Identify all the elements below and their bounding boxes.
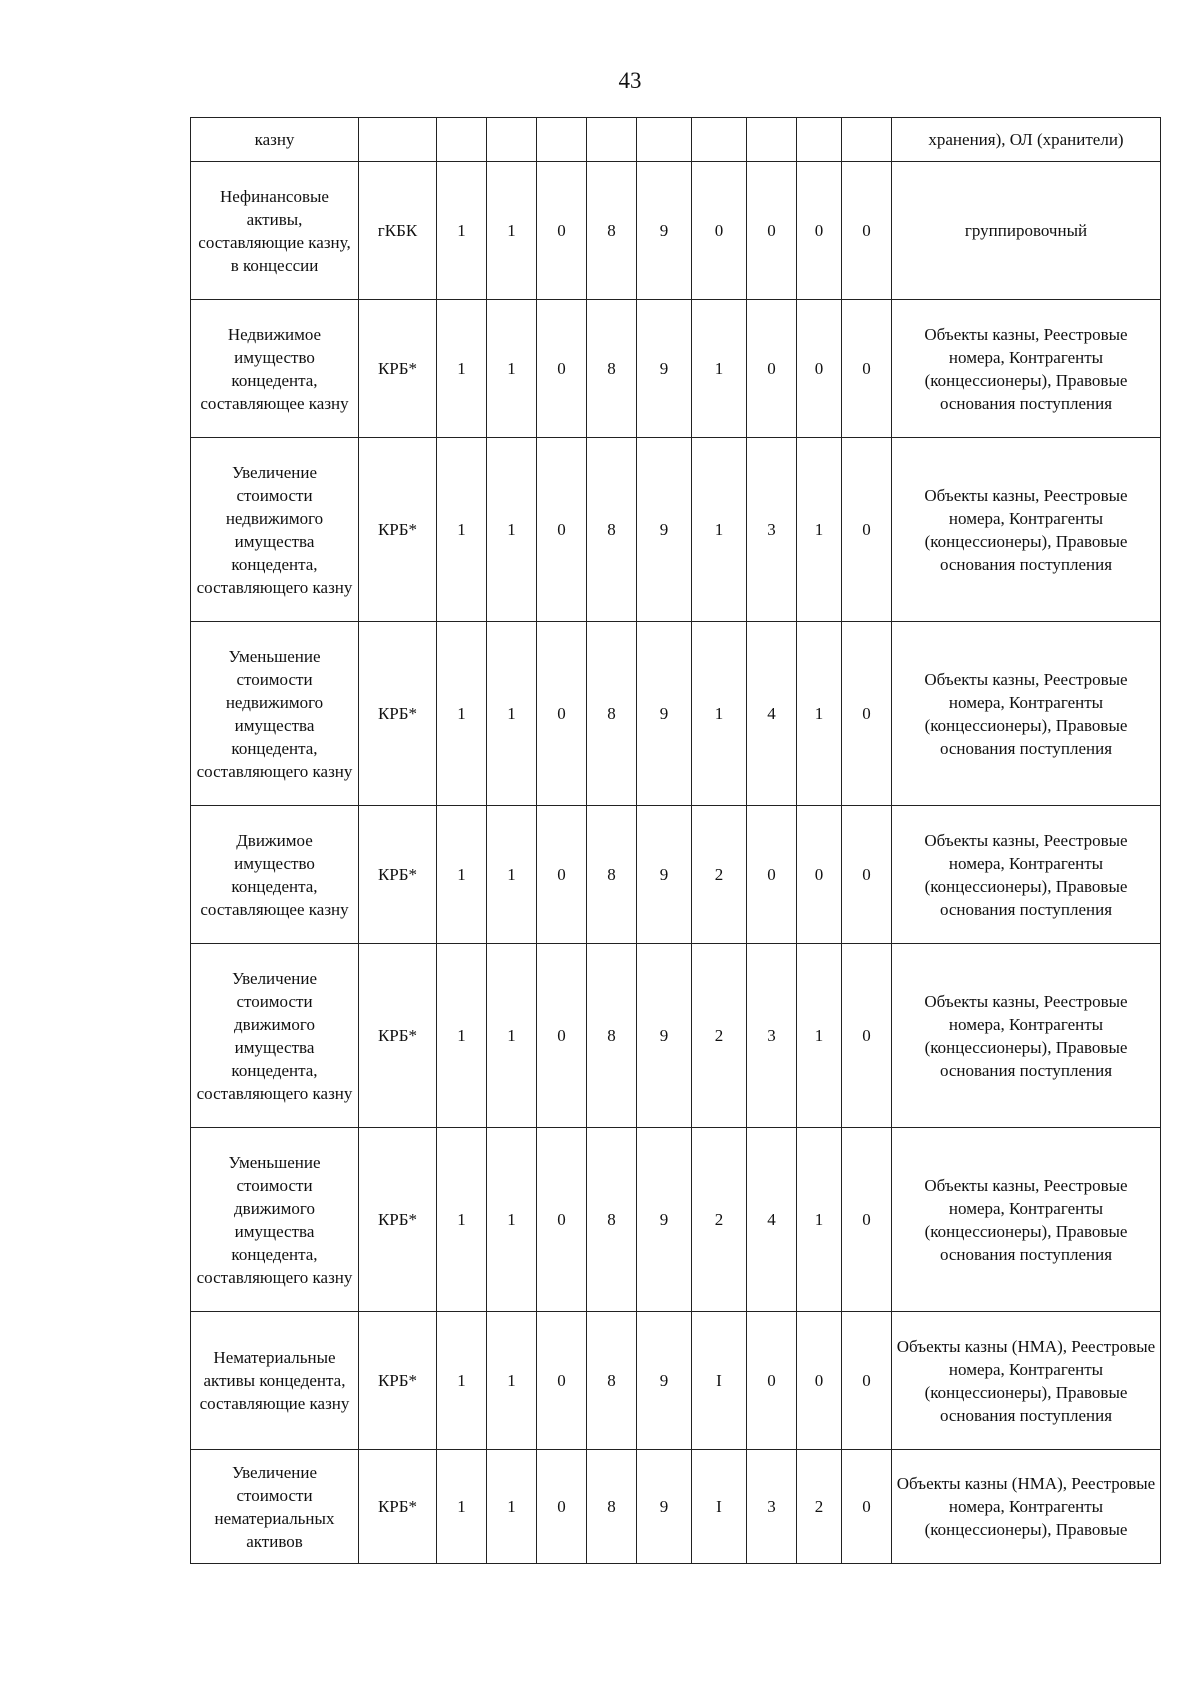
table-row: [191, 162, 1161, 300]
account-name-cell: Увеличение стоимости движимого имущества концедента, составляющего казну: [191, 944, 359, 1128]
account-digit-cell: 1: [487, 806, 537, 944]
account-digit-cell: 8: [587, 1450, 637, 1564]
account-digit-cell: 0: [842, 1450, 892, 1564]
header-analytics-cell: хранения), ОЛ (хранители): [892, 118, 1161, 162]
account-digit-cell: 0: [842, 806, 892, 944]
account-digit-cell: 2: [692, 806, 747, 944]
account-type-cell: КРБ*: [359, 1450, 437, 1564]
account-digit-cell: I: [692, 1450, 747, 1564]
table-row: [191, 1128, 1161, 1312]
account-name-cell: Нематериальные активы концедента, составляющие казну: [191, 1312, 359, 1450]
account-digit-cell: 0: [537, 1450, 587, 1564]
account-digit-cell: 9: [637, 162, 692, 300]
account-digit-cell: 1: [692, 622, 747, 806]
account-digit-cell: 1: [487, 438, 537, 622]
table-header-row: [191, 118, 1161, 162]
account-digit-cell: 0: [537, 622, 587, 806]
account-type-cell: гКБК: [359, 162, 437, 300]
account-digit-cell: 1: [437, 162, 487, 300]
header-empty-cell: [797, 118, 842, 162]
account-digit-cell: 1: [487, 162, 537, 300]
account-digit-cell: 0: [537, 438, 587, 622]
account-digit-cell: 1: [437, 1128, 487, 1312]
header-empty-cell: [747, 118, 797, 162]
header-name-cell: казну: [191, 118, 359, 162]
account-digit-cell: 2: [692, 1128, 747, 1312]
account-digit-cell: 1: [437, 944, 487, 1128]
account-digit-cell: I: [692, 1312, 747, 1450]
account-digit-cell: 4: [747, 622, 797, 806]
account-digit-cell: 9: [637, 622, 692, 806]
header-empty-cell: [842, 118, 892, 162]
account-digit-cell: 0: [537, 162, 587, 300]
account-digit-cell: 1: [437, 300, 487, 438]
account-digit-cell: 1: [692, 300, 747, 438]
account-digit-cell: 3: [747, 438, 797, 622]
account-digit-cell: 1: [692, 438, 747, 622]
account-type-cell: КРБ*: [359, 1128, 437, 1312]
analytics-cell: Объекты казны, Реестровые номера, Контрагенты (концессионеры), Правовые основания поступления: [892, 944, 1161, 1128]
table-row: [191, 1450, 1161, 1564]
account-digit-cell: 8: [587, 300, 637, 438]
account-digit-cell: 0: [747, 300, 797, 438]
account-digit-cell: 8: [587, 806, 637, 944]
analytics-cell: Объекты казны, Реестровые номера, Контрагенты (концессионеры), Правовые основания поступления: [892, 300, 1161, 438]
account-digit-cell: 0: [537, 300, 587, 438]
account-digit-cell: 9: [637, 438, 692, 622]
analytics-cell: Объекты казны (НМА), Реестровые номера, Контрагенты (концессионеры), Правовые: [892, 1450, 1161, 1564]
account-digit-cell: 0: [747, 162, 797, 300]
account-digit-cell: 0: [692, 162, 747, 300]
account-name-cell: Движимое имущество концедента, составляющее казну: [191, 806, 359, 944]
analytics-cell: Объекты казны, Реестровые номера, Контрагенты (концессионеры), Правовые основания поступления: [892, 1128, 1161, 1312]
analytics-cell: Объекты казны, Реестровые номера, Контрагенты (концессионеры), Правовые основания поступления: [892, 806, 1161, 944]
header-empty-cell: [537, 118, 587, 162]
account-digit-cell: 1: [437, 438, 487, 622]
account-digit-cell: 9: [637, 806, 692, 944]
account-digit-cell: 0: [797, 1312, 842, 1450]
table-row: [191, 438, 1161, 622]
account-digit-cell: 1: [437, 1450, 487, 1564]
account-digit-cell: 3: [747, 1450, 797, 1564]
account-digit-cell: 8: [587, 622, 637, 806]
account-digit-cell: 1: [797, 944, 842, 1128]
page-number: 43: [618, 68, 642, 93]
account-digit-cell: 0: [537, 1312, 587, 1450]
account-name-cell: Недвижимое имущество концедента, составляющее казну: [191, 300, 359, 438]
header-empty-cell: [487, 118, 537, 162]
table-row: [191, 806, 1161, 944]
account-digit-cell: 0: [797, 806, 842, 944]
header-empty-cell: [587, 118, 637, 162]
account-digit-cell: 0: [842, 944, 892, 1128]
account-digit-cell: 8: [587, 1128, 637, 1312]
table-row: [191, 944, 1161, 1128]
analytics-cell: Объекты казны, Реестровые номера, Контрагенты (концессионеры), Правовые основания поступления: [892, 438, 1161, 622]
account-digit-cell: 3: [747, 944, 797, 1128]
account-digit-cell: 1: [487, 300, 537, 438]
account-digit-cell: 2: [797, 1450, 842, 1564]
account-type-cell: КРБ*: [359, 806, 437, 944]
account-digit-cell: 0: [797, 162, 842, 300]
table-row: [191, 300, 1161, 438]
account-digit-cell: 1: [797, 438, 842, 622]
account-name-cell: Уменьшение стоимости недвижимого имущества концедента, составляющего казну: [191, 622, 359, 806]
account-digit-cell: 0: [537, 1128, 587, 1312]
account-digit-cell: 0: [747, 1312, 797, 1450]
account-type-cell: КРБ*: [359, 300, 437, 438]
header-empty-cell: [437, 118, 487, 162]
analytics-cell: Объекты казны (НМА), Реестровые номера, Контрагенты (концессионеры), Правовые основания поступления: [892, 1312, 1161, 1450]
account-digit-cell: 1: [487, 944, 537, 1128]
account-name-cell: Уменьшение стоимости движимого имущества концедента, составляющего казну: [191, 1128, 359, 1312]
account-digit-cell: 0: [537, 944, 587, 1128]
account-digit-cell: 1: [487, 1128, 537, 1312]
account-digit-cell: 0: [797, 300, 842, 438]
account-digit-cell: 4: [747, 1128, 797, 1312]
account-digit-cell: 0: [842, 1128, 892, 1312]
table-row: [191, 1312, 1161, 1450]
header-empty-cell: [692, 118, 747, 162]
account-digit-cell: 0: [537, 806, 587, 944]
account-digit-cell: 8: [587, 438, 637, 622]
analytics-cell: группировочный: [892, 162, 1161, 300]
account-digit-cell: 1: [797, 1128, 842, 1312]
account-digit-cell: 1: [487, 1312, 537, 1450]
account-digit-cell: 1: [797, 622, 842, 806]
account-name-cell: Увеличение стоимости нематериальных активов: [191, 1450, 359, 1564]
account-digit-cell: 1: [437, 622, 487, 806]
account-digit-cell: 9: [637, 1128, 692, 1312]
account-digit-cell: 9: [637, 944, 692, 1128]
account-digit-cell: 0: [842, 1312, 892, 1450]
account-digit-cell: 0: [842, 622, 892, 806]
account-digit-cell: 1: [487, 1450, 537, 1564]
account-type-cell: КРБ*: [359, 438, 437, 622]
account-digit-cell: 0: [842, 438, 892, 622]
account-digit-cell: 9: [637, 1450, 692, 1564]
accounts-table: [190, 117, 1161, 1564]
header-empty-cell: [637, 118, 692, 162]
account-digit-cell: 0: [747, 806, 797, 944]
account-digit-cell: 1: [487, 622, 537, 806]
account-digit-cell: 0: [842, 300, 892, 438]
account-digit-cell: 8: [587, 162, 637, 300]
account-name-cell: Увеличение стоимости недвижимого имущества концедента, составляющего казну: [191, 438, 359, 622]
account-digit-cell: 8: [587, 1312, 637, 1450]
account-digit-cell: 9: [637, 300, 692, 438]
account-digit-cell: 2: [692, 944, 747, 1128]
account-digit-cell: 0: [842, 162, 892, 300]
account-digit-cell: 9: [637, 1312, 692, 1450]
header-empty-cell: [359, 118, 437, 162]
analytics-cell: Объекты казны, Реестровые номера, Контрагенты (концессионеры), Правовые основания поступления: [892, 622, 1161, 806]
account-type-cell: КРБ*: [359, 944, 437, 1128]
account-type-cell: КРБ*: [359, 1312, 437, 1450]
account-name-cell: Нефинансовые активы, составляющие казну, в концессии: [191, 162, 359, 300]
account-digit-cell: 1: [437, 1312, 487, 1450]
table-row: [191, 622, 1161, 806]
account-type-cell: КРБ*: [359, 622, 437, 806]
account-digit-cell: 1: [437, 806, 487, 944]
account-digit-cell: 8: [587, 944, 637, 1128]
